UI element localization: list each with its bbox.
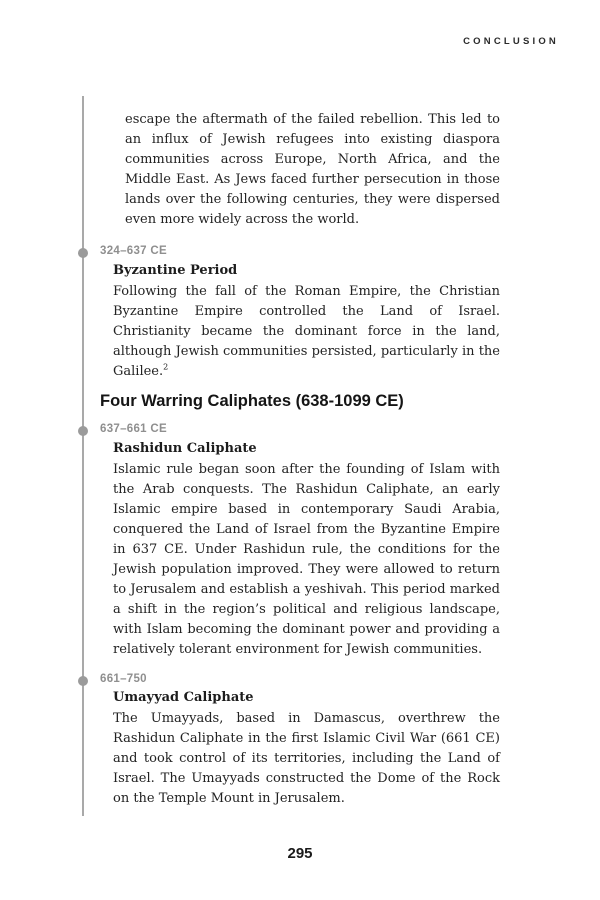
date-label-umayyad: 661–750 <box>100 673 147 685</box>
entry-title-umayyad: Umayyad Caliphate <box>113 690 254 705</box>
entry-text-byzantine-body: Following the fall of the Roman Empire, the Christian Byzantine Empire controlled the Land of Israel. Christianity became the dominant force in the land, although Jewish communities persisted, particularly in the Galilee. <box>113 284 500 379</box>
entry-text-rashidun: Islamic rule began soon after the founding of Islam with the Arab conquests. The Rashidun Caliphate, an early Islamic empire based in contemporary Saudi Arabia, conquered the Land of Israel from the Byzantine Empire in 637 CE. Under Rashidun rule, the conditions for the Jewish population improved. They were allowed to return to Jerusalem and establish a yeshivah. This period marked a shift in the region’s political and religious landscape, with Islam becoming the dominant power and providing a relatively tolerant environment for Jewish communities. <box>113 462 500 657</box>
footnote-marker: 2 <box>163 362 169 372</box>
entry-text-byzantine <box>113 282 500 382</box>
running-head: CONCLUSION <box>463 36 559 47</box>
intro-paragraph: escape the aftermath of the failed rebellion. This led to an influx of Jewish refugees into existing diaspora communities across Europe, North Africa, and the Middle East. As Jews faced further persecution in those lands over the following centuries, they were dispersed even more widely across the world. <box>125 112 500 227</box>
timeline-dot-byzantine <box>78 248 88 258</box>
entry-text-umayyad: The Umayyads, based in Damascus, overthrew the Rashidun Caliphate in the first Islamic Civil War (661 CE) and took control of its territories, including the Land of Israel. The Umayyads constructed the Dome of the Rock on the Temple Mount in Jerusalem. <box>113 711 500 806</box>
date-label-byzantine: 324–637 CE <box>100 245 167 257</box>
timeline-line <box>82 96 84 816</box>
entry-title-byzantine: Byzantine Period <box>113 263 238 278</box>
date-label-rashidun: 637–661 CE <box>100 423 167 435</box>
section-heading: Four Warring Caliphates (638-1099 CE) <box>100 392 404 410</box>
page-number: 295 <box>287 845 313 862</box>
timeline-dot-rashidun <box>78 426 88 436</box>
timeline-dot-umayyad <box>78 676 88 686</box>
entry-title-rashidun: Rashidun Caliphate <box>113 441 257 456</box>
